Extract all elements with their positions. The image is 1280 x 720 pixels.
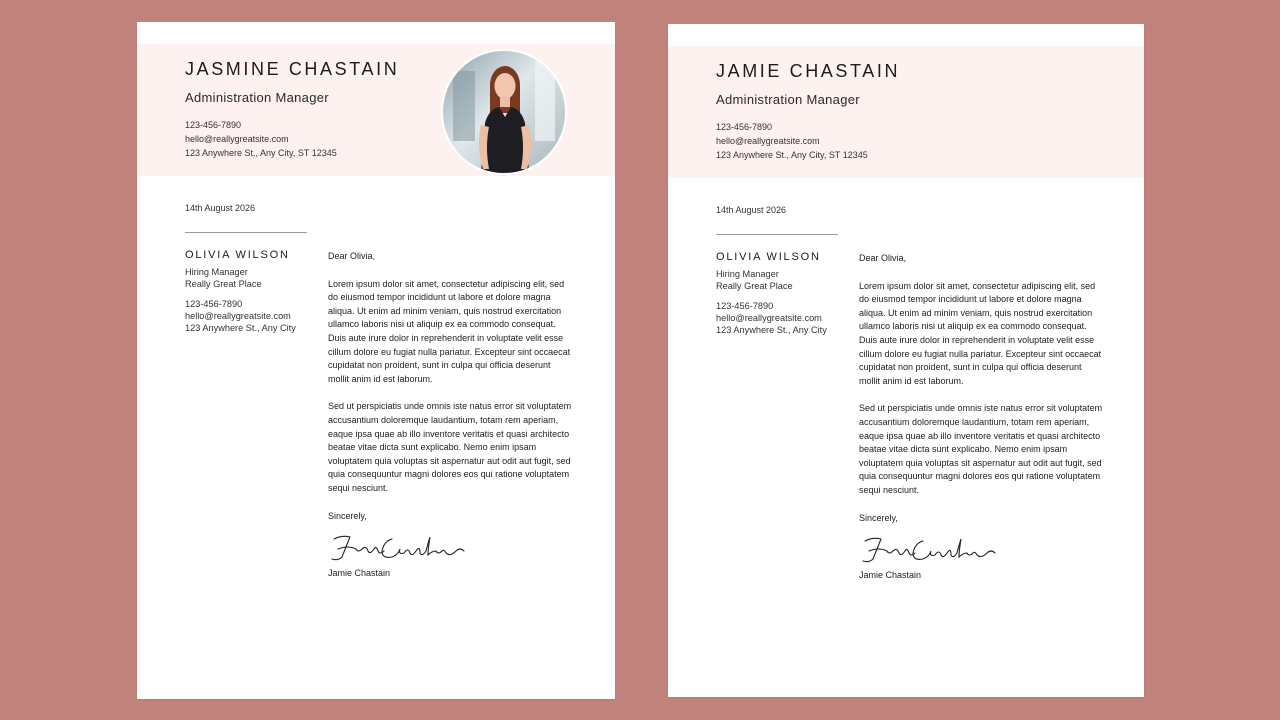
sender-phone: 123-456-7890 — [716, 122, 773, 132]
recipient-email: hello@reallygreatsite.com — [185, 311, 291, 321]
paragraph: Sed ut perspiciatis unde omnis iste natus error sit voluptatem accusantium doloremque laudantium, totam rem aperiam, eaque ipsa quae ab illo inventore veritatis et quasi architecto beatae vitae dicta sunt explicabo. Nemo enim ipsam voluptatem quia voluptas sit aspernatur aut odit aut fugit, sed quia consequuntur magni dolores eos qui ratione voluptatem sequi nesciunt. — [859, 403, 1103, 495]
recipient-email: hello@reallygreatsite.com — [716, 313, 822, 323]
cover-letter-page-no-photo — [668, 24, 1144, 697]
sender-address: 123 Anywhere St., Any City, ST 12345 — [185, 148, 337, 158]
recipient-address: 123 Anywhere St., Any City — [716, 325, 827, 335]
profile-photo — [441, 49, 567, 175]
paragraph: Sed ut perspiciatis unde omnis iste natus error sit voluptatem accusantium doloremque laudantium, totam rem aperiam, eaque ipsa quae ab illo inventore veritatis et quasi architecto beatae vitae dicta sunt explicabo. Nemo enim ipsam voluptatem quia voluptas sit aspernatur aut odit aut fugit, sed quia consequuntur magni dolores eos qui ratione voluptatem sequi nesciunt. — [328, 401, 572, 493]
paragraph: Lorem ipsum dolor sit amet, consectetur adipiscing elit, sed do eiusmod tempor incididunt ut labore et dolore magna aliqua. Ut enim ad minim veniam, quis nostrud exercitation ullamco laboris nisi ut aliquip ex ea commodo consequat. Duis aute irure dolor in reprehenderit in voluptate velit esse cillum dolore eu fugiat nulla pariatur. Excepteur sint occaecat cupidatat non proident, sunt in culpa qui officia deserunt mollit anim id est laborum. — [859, 280, 1102, 386]
portrait-image-icon — [443, 51, 565, 173]
recipient-company: Really Great Place — [716, 281, 793, 291]
greeting: Dear Olivia, — [859, 253, 907, 263]
recipient-company: Really Great Place — [185, 279, 262, 289]
recipient-info — [185, 266, 262, 290]
paragraph: Lorem ipsum dolor sit amet, consectetur adipiscing elit, sed do eiusmod tempor incididunt ut labore et dolore magna aliqua. Ut enim ad minim veniam, quis nostrud exercitation ullamco laboris nisi ut aliquip ex ea commodo consequat. Duis aute irure dolor in reprehenderit in voluptate velit esse cillum dolore eu fugiat nulla pariatur. Excepteur sint occaecat cupidatat non proident, sunt in culpa qui officia deserunt mollit anim id est laborum. — [328, 278, 571, 384]
recipient-contact — [185, 298, 296, 334]
recipient-name: OLIVIA WILSON — [716, 251, 821, 263]
sender-email: hello@reallygreatsite.com — [716, 136, 820, 146]
letter-body — [859, 252, 1104, 583]
recipient-phone: 123-456-7890 — [716, 301, 774, 311]
sender-address: 123 Anywhere St., Any City, ST 12345 — [716, 150, 868, 160]
recipient-info — [716, 268, 793, 292]
closing: Sincerely, — [859, 512, 898, 523]
divider — [185, 232, 307, 233]
cover-letter-page-with-photo — [137, 22, 615, 699]
sender-email: hello@reallygreatsite.com — [185, 134, 289, 144]
header-band — [137, 44, 615, 176]
recipient-role: Hiring Manager — [185, 267, 248, 277]
sender-phone: 123-456-7890 — [185, 120, 242, 130]
letter-date: 14th August 2026 — [716, 205, 787, 215]
greeting: Dear Olivia, — [328, 251, 376, 261]
recipient-phone: 123-456-7890 — [185, 299, 243, 309]
sender-title: Administration Manager — [716, 92, 860, 107]
divider — [716, 234, 838, 235]
closing: Sincerely, — [328, 510, 367, 521]
sender-contact — [716, 120, 868, 162]
signature-image — [328, 529, 468, 565]
recipient-contact — [716, 300, 827, 336]
header-band — [668, 46, 1144, 178]
recipient-address: 123 Anywhere St., Any City — [185, 323, 296, 333]
sender-name: JASMINE CHASTAIN — [185, 59, 400, 79]
sender-name: JAMIE CHASTAIN — [716, 61, 901, 81]
sender-contact — [185, 118, 337, 160]
recipient-name: OLIVIA WILSON — [185, 249, 290, 261]
signature-image — [859, 531, 999, 567]
signer-name: Jamie Chastain — [859, 570, 922, 581]
signer-name: Jamie Chastain — [328, 568, 391, 579]
letter-body — [328, 250, 573, 581]
recipient-role: Hiring Manager — [716, 269, 779, 279]
letter-date: 14th August 2026 — [185, 203, 256, 213]
sender-title: Administration Manager — [185, 90, 329, 105]
